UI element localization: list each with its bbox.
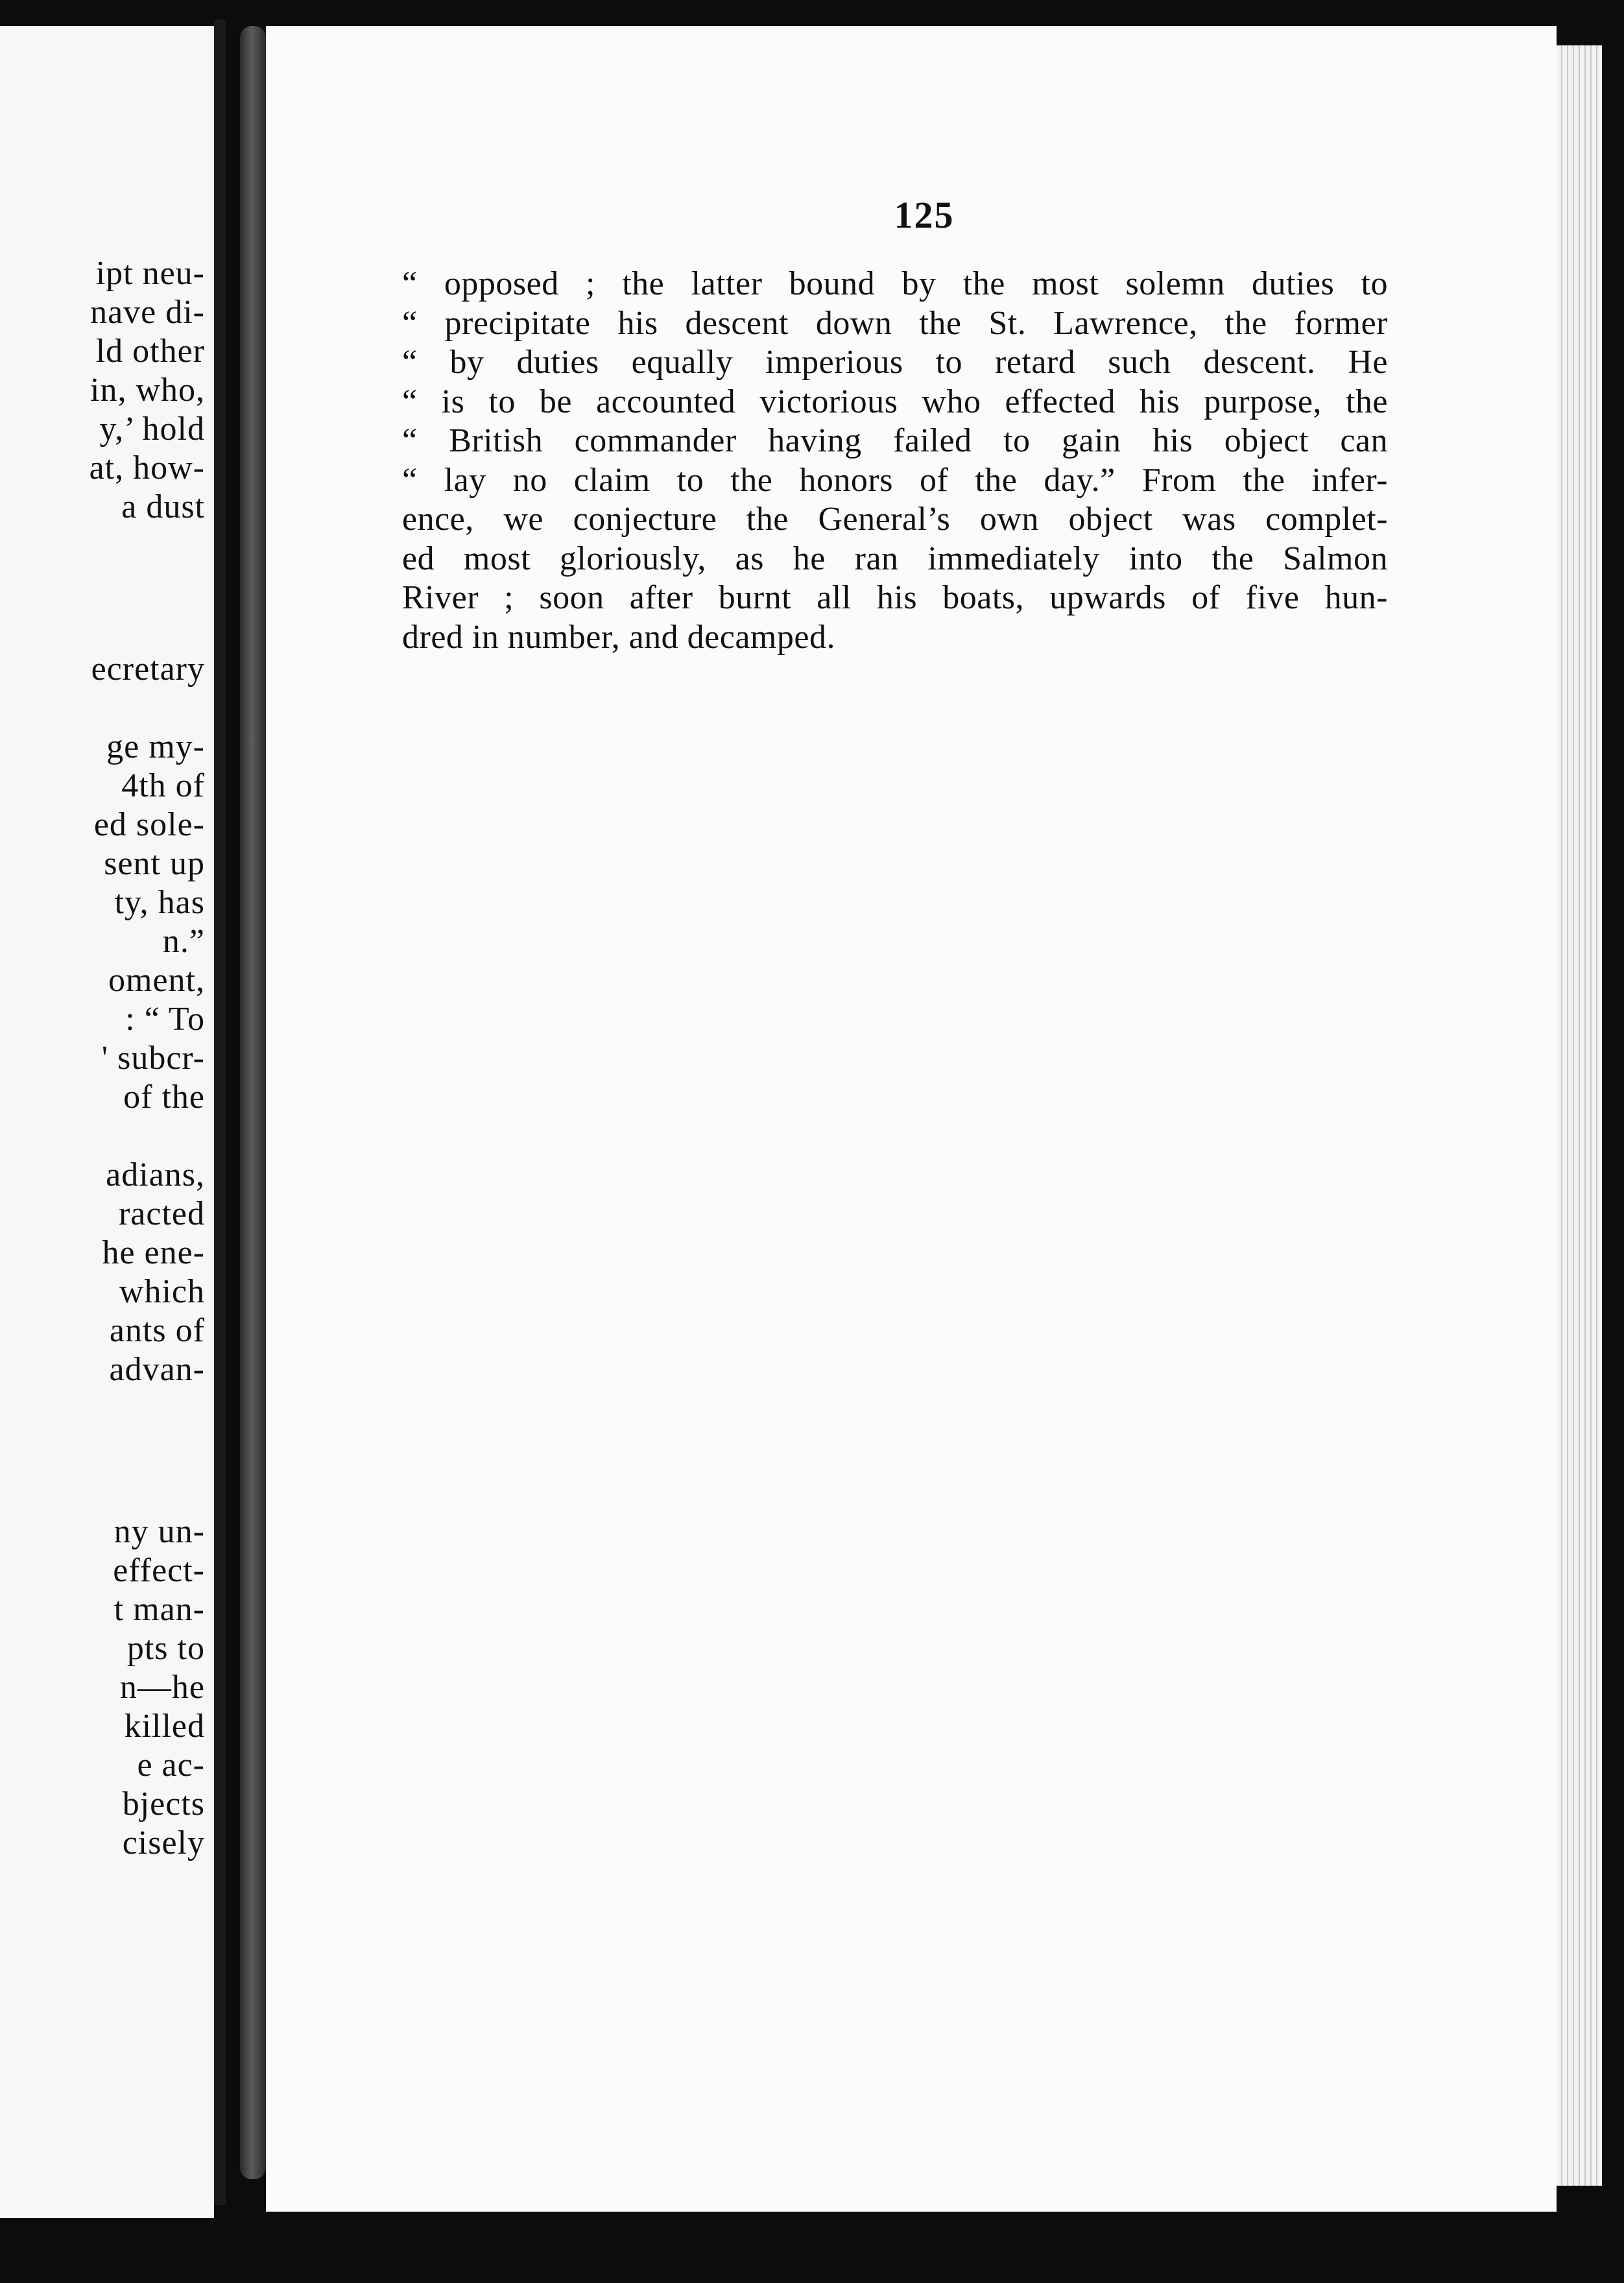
text-line: “ by duties equally imperious to retard such descent. He — [402, 344, 1388, 381]
text-line: ' subcr- — [101, 1040, 205, 1077]
page-edges — [1557, 45, 1602, 2186]
text-line: dred in number, and decamped. — [402, 618, 835, 656]
text-line: nave di- — [90, 294, 205, 331]
text-line: : “ To — [125, 1001, 205, 1038]
text-line: t man- — [113, 1591, 205, 1628]
text-line: “ lay no claim to the honors of the day.” From the infer- — [402, 461, 1388, 499]
text-line: ld other — [95, 333, 205, 370]
text-line: he ene- — [102, 1234, 205, 1271]
text-line: “ British commander having failed to gain his object can — [402, 422, 1388, 459]
book-spine — [240, 26, 266, 2179]
page-body-text — [402, 265, 1388, 657]
text-line: 4th of — [121, 767, 205, 804]
text-line: “ opposed ; the latter bound by the most solemn duties to — [402, 265, 1388, 302]
text-line: pts to — [126, 1630, 205, 1667]
text-line: of the — [123, 1079, 205, 1116]
text-line: ipt neu- — [95, 255, 205, 292]
text-line: racted — [118, 1195, 205, 1232]
text-line: River ; soon after burnt all his boats, upwards of five hun- — [402, 579, 1388, 616]
text-line: y,’ hold — [99, 411, 205, 448]
text-line: “ precipitate his descent down the St. Lawrence, the former — [402, 304, 1388, 342]
text-line: oment, — [108, 962, 205, 999]
text-line: a dust — [121, 488, 205, 525]
text-line: ny un- — [113, 1513, 205, 1550]
text-line: n.” — [162, 923, 205, 960]
page-number: 125 — [894, 194, 955, 236]
text-line: ed most gloriously, as he ran immediately into the Salmon — [402, 540, 1388, 577]
text-line: sent up — [104, 845, 205, 882]
text-line: n—he — [119, 1669, 205, 1706]
previous-page — [0, 26, 214, 2218]
text-line: effect- — [113, 1552, 205, 1589]
text-line: bjects — [122, 1786, 205, 1823]
text-line: e ac- — [137, 1747, 205, 1784]
text-line: “ is to be accounted victorious who effected his purpose, the — [402, 383, 1388, 420]
text-line: ence, we conjecture the General’s own object was complet- — [402, 501, 1388, 538]
text-line: killed — [124, 1708, 205, 1745]
text-line: ge my- — [106, 728, 205, 765]
text-line: adians, — [106, 1156, 205, 1193]
gutter-shadow — [214, 19, 226, 2205]
text-line: in, who, — [90, 372, 205, 409]
text-line: advan- — [109, 1351, 205, 1388]
text-line: at, how- — [89, 449, 205, 486]
text-line: ty, has — [114, 884, 205, 921]
text-line: ants of — [109, 1312, 205, 1349]
text-line: which — [119, 1273, 205, 1310]
text-line: ecretary — [91, 651, 205, 687]
text-line: ed sole- — [93, 806, 205, 843]
text-line: cisely — [122, 1824, 205, 1861]
